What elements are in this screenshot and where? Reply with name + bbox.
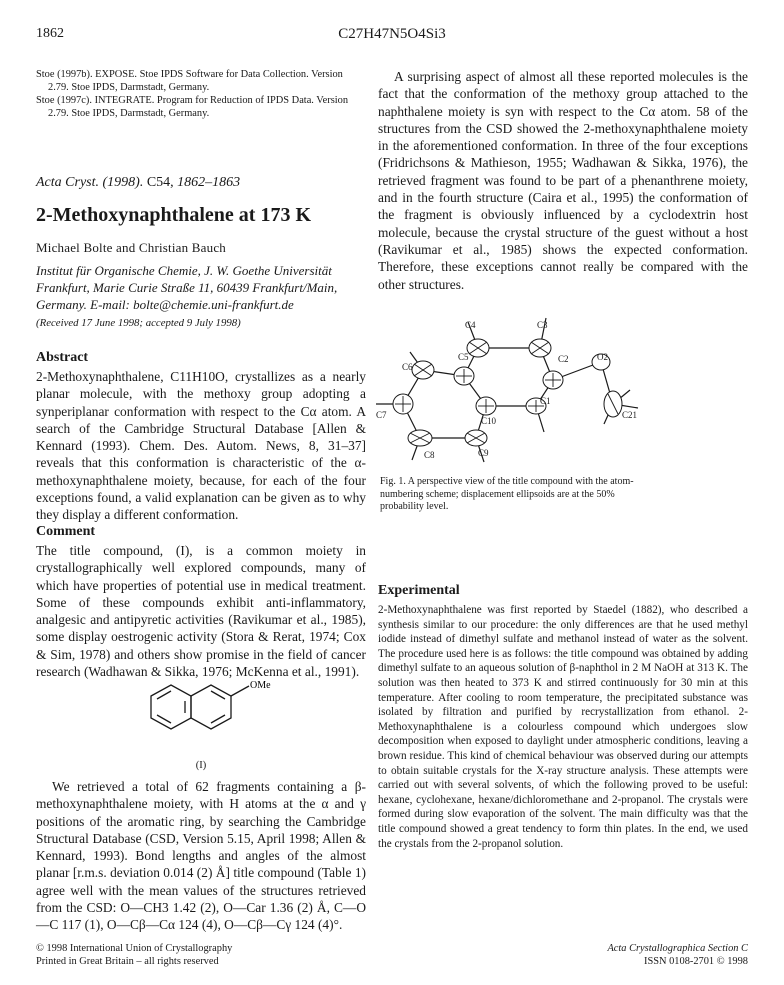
atom-label-c21: C21 — [622, 410, 638, 420]
comment-paragraph-1: The title compound, (I), is a common moiety in crystallographically well explored compounds, many of which have properties of potential use in medical treatment. Some of these compounds exhibit anti-inflammatory, analgesic and antipyretic activities (Ravikumar et al., 1985), some display oestrogenic activity (Stora & Rerat, 1974; Cox & Sim, 1978) and others show promise in the field of cancer research (Wadhawan & Sikka, 1976; McKenna et al., 1991). — [36, 543, 366, 680]
footer-left — [36, 942, 366, 968]
article-authors: Michael Bolte and Christian Bauch — [36, 240, 227, 255]
footer-right — [470, 942, 748, 968]
journal-name: Acta Crystallographica Section C — [607, 943, 748, 954]
atom-label-c5: C5 — [458, 352, 469, 362]
figure-caption: Fig. 1. A perspective view of the title compound with the atom-numbering scheme; displacement ellipsoids are at the 50% probability level. — [380, 476, 634, 512]
citation-journal: Acta Cryst. — [36, 175, 99, 190]
article-title: 2-Methoxynaphthalene at 173 K — [36, 204, 311, 226]
atom-label-c4: C4 — [465, 320, 476, 330]
page-number: 1862 — [36, 26, 64, 41]
running-formula: C27H47N5O4Si3 — [338, 26, 446, 42]
abstract-heading: Abstract — [36, 350, 89, 365]
printed-line: Printed in Great Britain – all rights reserved — [36, 956, 219, 967]
experimental-text: 2-Methoxynaphthalene was first reported by Staedel (1882), who described a synthesis similar to our procedure: the only differences are that he used methyl iodide instead of dimethyl sulfate and methanol instead of water as the solvent. The procedure used here is as follows: the title compound was obtained by adding dimethyl sulfate to an aqueous solution of β-naphthol in 2 M NaOH at 313 K. The solution was then heated to 373 K and stirred continuously for 30 min at this temperature. After cooling to room temperature, the precipitated substance was isolated by filtration and purified by recrystallization from ethanol. 2-Methoxynaphthalene is a colourless compound which undergoes slow decomposition when exposed to daylight under atmospheric conditions, leaving a brown residue. This kind of chemical behaviour was observed during our attempts to obtain suitable crystals for the X-ray structure analysis. These attempts were carried out with several solvents, of which the following proved to be useful: hexane, cyclohexane, hexane/dichloromethane and 2-propanol. The crystals were formed during slow evaporation of the solvent. The main difficulty was that the title compound showed a great tendency to form thin plates. In the end, we used the crystals from the 2-propanol solution. — [378, 604, 748, 850]
atom-label-c2: C2 — [558, 354, 569, 364]
atom-label-c3: C3 — [537, 320, 548, 330]
atom-label-c8: C8 — [424, 450, 435, 460]
comment-paragraph-3: A surprising aspect of almost all these reported molecules is the fact that the conformation of the methoxy group attached to the naphthalene moiety is syn with respect to the Cα atom. 58 of the structures from the CSD showed the 2-methoxynaphthalene moiety in the aforementioned conformation. In three of the four exceptions (Fridrichsons & Mathieson, 1955; Wadhawan & Sikka, 1976), the retrieved fragment was found to be part of a phenanthrene moiety, and in the fourth structure (Caira et al., 1995) the conformation of the fragment is obviously influenced by a cyclodextrin host molecule, because the crystal structure of the guest without a host (Ravikumar et al., 1985) shows the expected conformation. Therefore, these exceptions cannot really be compared with the other structures. — [378, 69, 748, 292]
reference-item: Stoe (1997b). EXPOSE. Stoe IPDS Software for Data Collection. Version 2.79. Stoe IPDS, Darmstadt, Germany. — [36, 69, 343, 93]
experimental-heading: Experimental — [378, 583, 460, 598]
atom-label-c7: C7 — [376, 410, 387, 420]
atom-label-o2: O2 — [597, 352, 608, 362]
comment-heading: Comment — [36, 524, 96, 539]
structure-caption: (I) — [195, 760, 207, 771]
atom-label-c9: C9 — [478, 448, 489, 458]
reference-list — [36, 68, 366, 120]
article-affiliation: Institut für Organische Chemie, J. W. Goethe Universität Frankfurt, Marie Curie Straße 11, 60439 Frankfurt/Main, Germany. E-mail: bolte@chemie.uni-frankfurt.de — [36, 263, 338, 312]
methoxy-label: OMe — [250, 680, 271, 691]
reference-item: Stoe (1997c). INTEGRATE. Program for Reduction of IPDS Data. Version 2.79. Stoe IPDS, Darmstadt, Germany. — [36, 95, 349, 119]
naphthalene-structure-diagram — [135, 674, 275, 754]
comment-paragraph-2: We retrieved a total of 62 fragments containing a β-methoxynaphthalene moiety, with H atoms at the α and γ positions of the aromatic ring, by searching the Cambridge Structural Database (CSD, Version 5.15, April 1998; Allen & Kennard, 1993). Bond lengths and angles of the almost planar [r.m.s. deviation 0.014 (2) Å] title compound (Table 1) agree well with the mean values of the structures retrieved from the CSD: O—CH3 1.42 (2), O—Car 1.36 (2) Å, C—O—C 117 (1), O—Cβ—Cα 124 (4), O—Cβ—Cγ 124 (4)°. — [36, 779, 366, 933]
citation-volume: C54, — [146, 175, 174, 190]
citation-pages: 1862–1863 — [177, 175, 241, 190]
ortep-figure — [368, 300, 668, 472]
copyright-line: © 1998 International Union of Crystallography — [36, 943, 233, 954]
received-dates: (Received 17 June 1998; accepted 9 July 1998) — [36, 317, 241, 329]
abstract-text: 2-Methoxynaphthalene, C11H10O, crystallizes as a nearly planar molecule, with the methoxy group adopting a synperiplanar conformation with respect to the Cα atom. A search of the Cambridge Structural Database [Allen & Kennard (1993). Chem. Des. Autom. News, 8, 31–37] reveals that this conformation is characteristic of the α-methoxynaphthalene moiety, because, for each of the four exceptions found, a valid explanation can be given as to why they display a different conformation. — [36, 369, 366, 523]
article-citation — [36, 175, 366, 191]
atom-label-c10: C10 — [481, 416, 497, 426]
issn-line: ISSN 0108-2701 © 1998 — [643, 956, 748, 967]
citation-year: (1998). — [102, 175, 144, 190]
atom-label-c6: C6 — [402, 362, 413, 372]
atom-label-c1: C1 — [540, 396, 551, 406]
